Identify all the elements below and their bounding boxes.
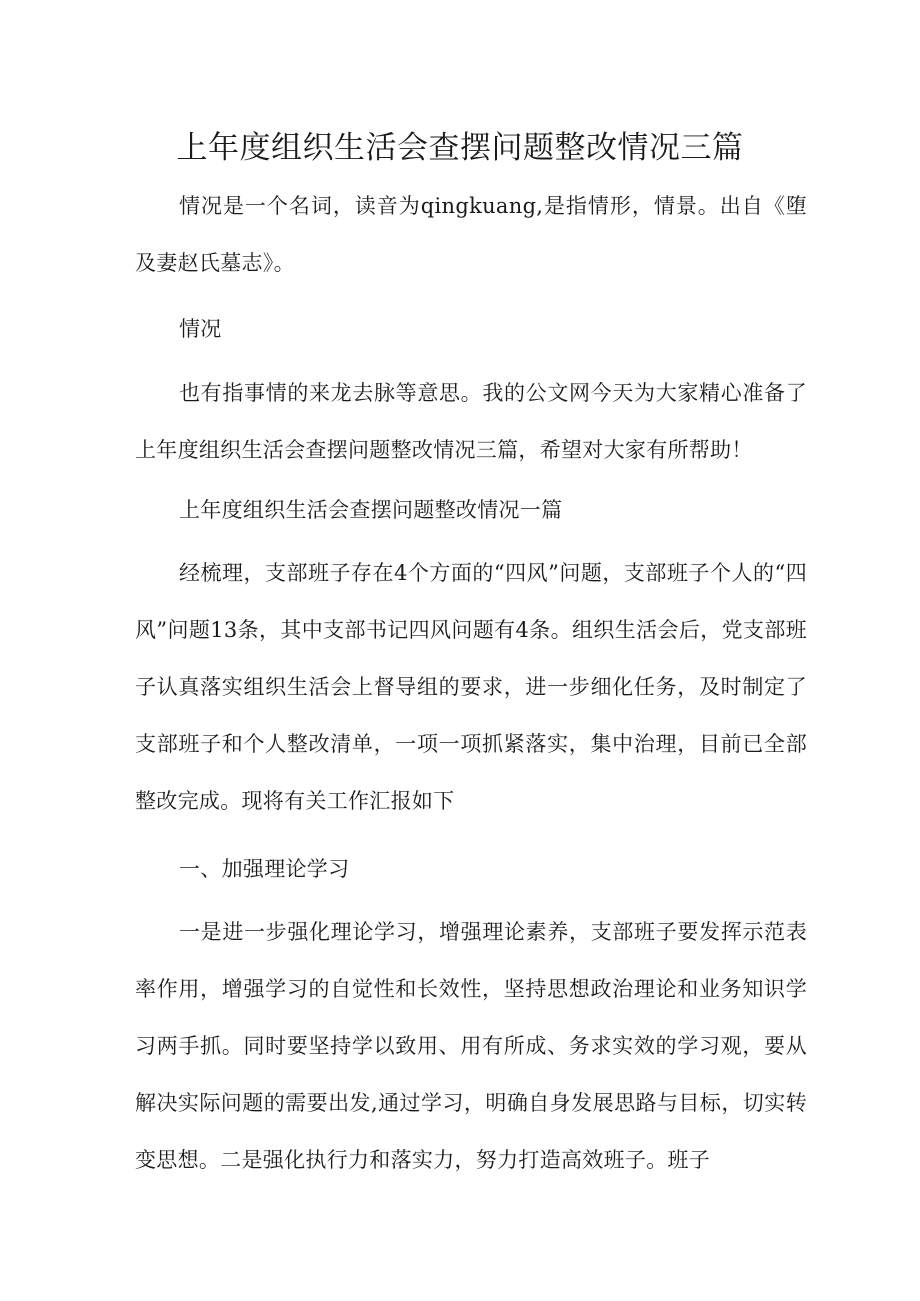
document-title: 上年度组织生活会查摆问题整改情况三篇 (176, 130, 744, 166)
paragraph-heading-theory: 一、加强理论学习 (179, 857, 350, 881)
paragraph-theory-body: 一是进一步强化理论学习，增强理论素养，支部班子要发挥示范表率作用，增强学习的自觉性和长效性，坚持思想政治理论和业务知识学习两手抓。同时要坚持学以致用、用有所成、务求实效的学习观，要从解决实际问题的需要出发,通过学习，明确自身发展思路与目标，切实转变思想。二是强化执行力和落实力，努力打造高效班子。班子 (135, 920, 807, 1172)
paragraph-section-title-one: 上年度组织生活会查摆问题整改情况一篇 (179, 498, 563, 522)
paragraph-summary: 经梳理，支部班子存在4个方面的“四风”问题，支部班子个人的“四风”问题13条，其中支部书记四风问题有4条。组织生活会后，党支部班子认真落实组织生活会上督导组的要求，进一步细化任务，及时制定了支部班子和个人整改清单，一项一项抓紧落实，集中治理，目前已全部整改完成。现将有关工作汇报如下 (135, 561, 807, 813)
paragraph-preface: 也有指事情的来龙去脉等意思。我的公文网今天为大家精心准备了上年度组织生活会查摆问题整改情况三篇，希望对大家有所帮助！ (135, 381, 807, 462)
paragraph-heading-qingkuang: 情况 (179, 317, 222, 341)
paragraph-intro: 情况是一个名词，读音为qingkuang,是指情形，情景。出自《堕及妻赵氏墓志》。 (135, 194, 808, 275)
